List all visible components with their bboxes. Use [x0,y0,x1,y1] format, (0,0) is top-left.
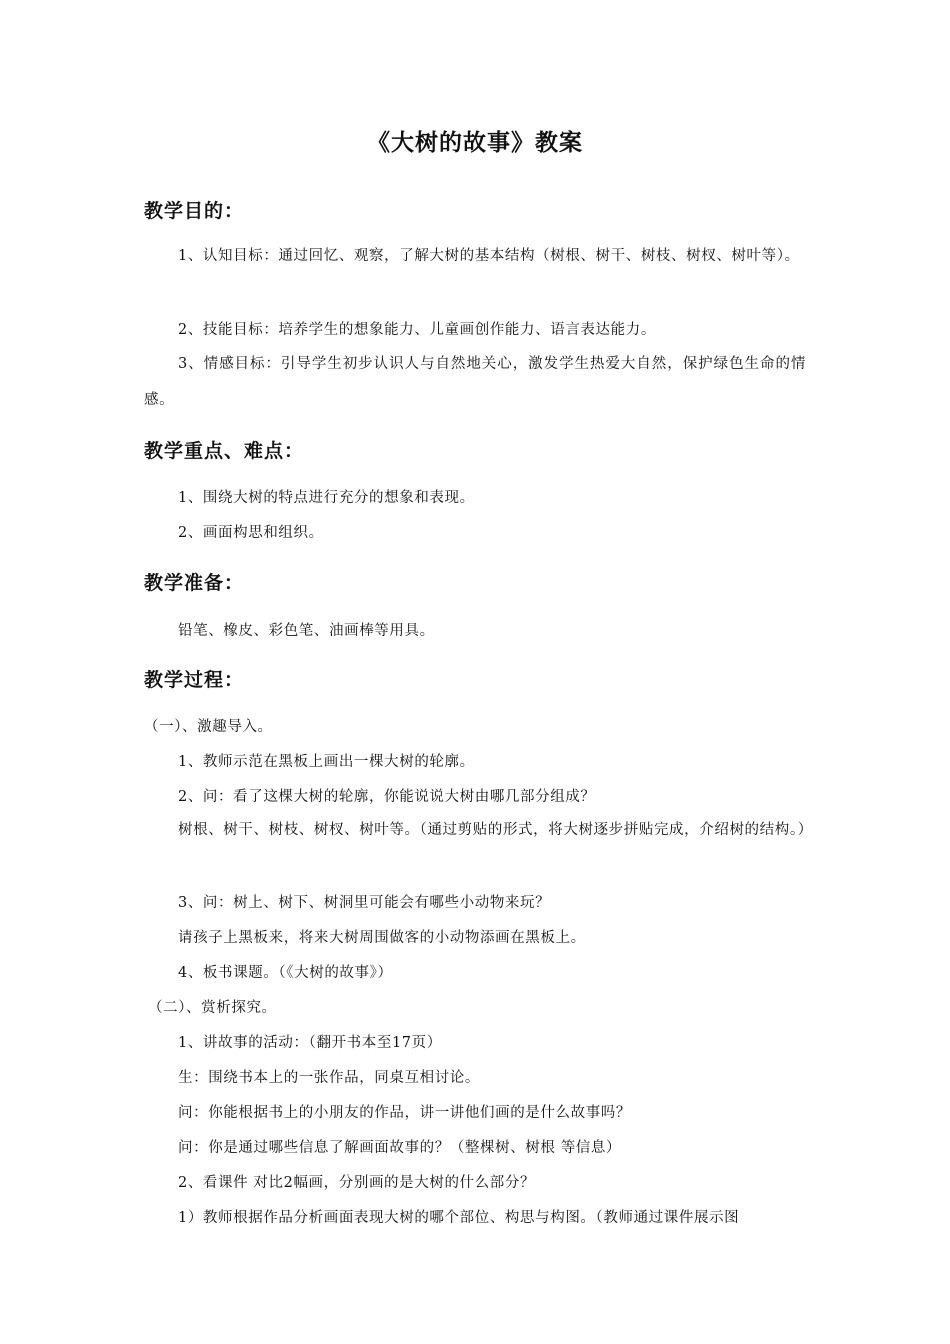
goal-item-emotion: 3、情感目标：引导学生初步认识人与自然地关心，激发学生热爱大自然，保护绿色生命的情感。 [144,356,806,408]
heading-teaching-goals: 教学目的： [144,200,245,222]
goal-item-cognitive: 1、认知目标：通过回忆、观察，了解大树的基本结构（树根、树干、树枝、树杈、树叶等）。 [178,248,800,264]
heading-preparation: 教学准备： [144,572,245,594]
heading-key-points: 教学重点、难点： [144,440,305,462]
process-step: 4、板书课题。（《大树的故事》） [178,965,393,981]
process-part-title: （二）、赏析探究。 [148,1000,277,1016]
process-part-title: （一）、激趣导入。 [144,719,273,735]
process-step: 1）教师根据作品分析画面表现大树的哪个部位、构思与构图。（教师通过课件展示图 [178,1210,740,1226]
process-step: 树根、树干、树枝、树杈、树叶等。（通过剪贴的形式，将大树逐步拼贴完成，介绍树的结构。） [178,822,813,838]
key-point-item: 2、画面构思和组织。 [178,525,324,541]
heading-teaching-process: 教学过程： [144,669,245,691]
process-step: 生：围绕书本上的一张作品，同桌互相讨论。 [178,1070,480,1086]
process-step: 问：你能根据书上的小朋友的作品，讲一讲他们画的是什么故事吗？ [178,1105,631,1121]
document-title: 《大树的故事》教案 [367,130,583,156]
process-step: 问：你是通过哪些信息了解画面故事的？（整棵树、树根 等信息） [178,1140,622,1156]
key-point-item: 1、围绕大树的特点进行充分的想象和表现。 [178,490,475,506]
process-step: 请孩子上黑板来，将来大树周围做客的小动物添画在黑板上。 [178,930,586,946]
goal-item-skill: 2、技能目标：培养学生的想象能力、儿童画创作能力、语言表达能力。 [178,322,656,338]
process-step: 3、问：树上、树下、树洞里可能会有哪些小动物来玩？ [178,895,551,911]
process-step: 1、教师示范在黑板上画出一棵大树的轮廓。 [178,754,475,770]
process-step: 1、讲故事的活动：（翻开书本至17页） [178,1035,442,1051]
process-step: 2、问：看了这棵大树的轮廓，你能说说大树由哪几部分组成？ [178,789,596,805]
preparation-item: 铅笔、橡皮、彩色笔、油画棒等用具。 [178,623,435,639]
process-step: 2、看课件 对比2幅画，分别画的是大树的什么部分？ [178,1175,536,1191]
